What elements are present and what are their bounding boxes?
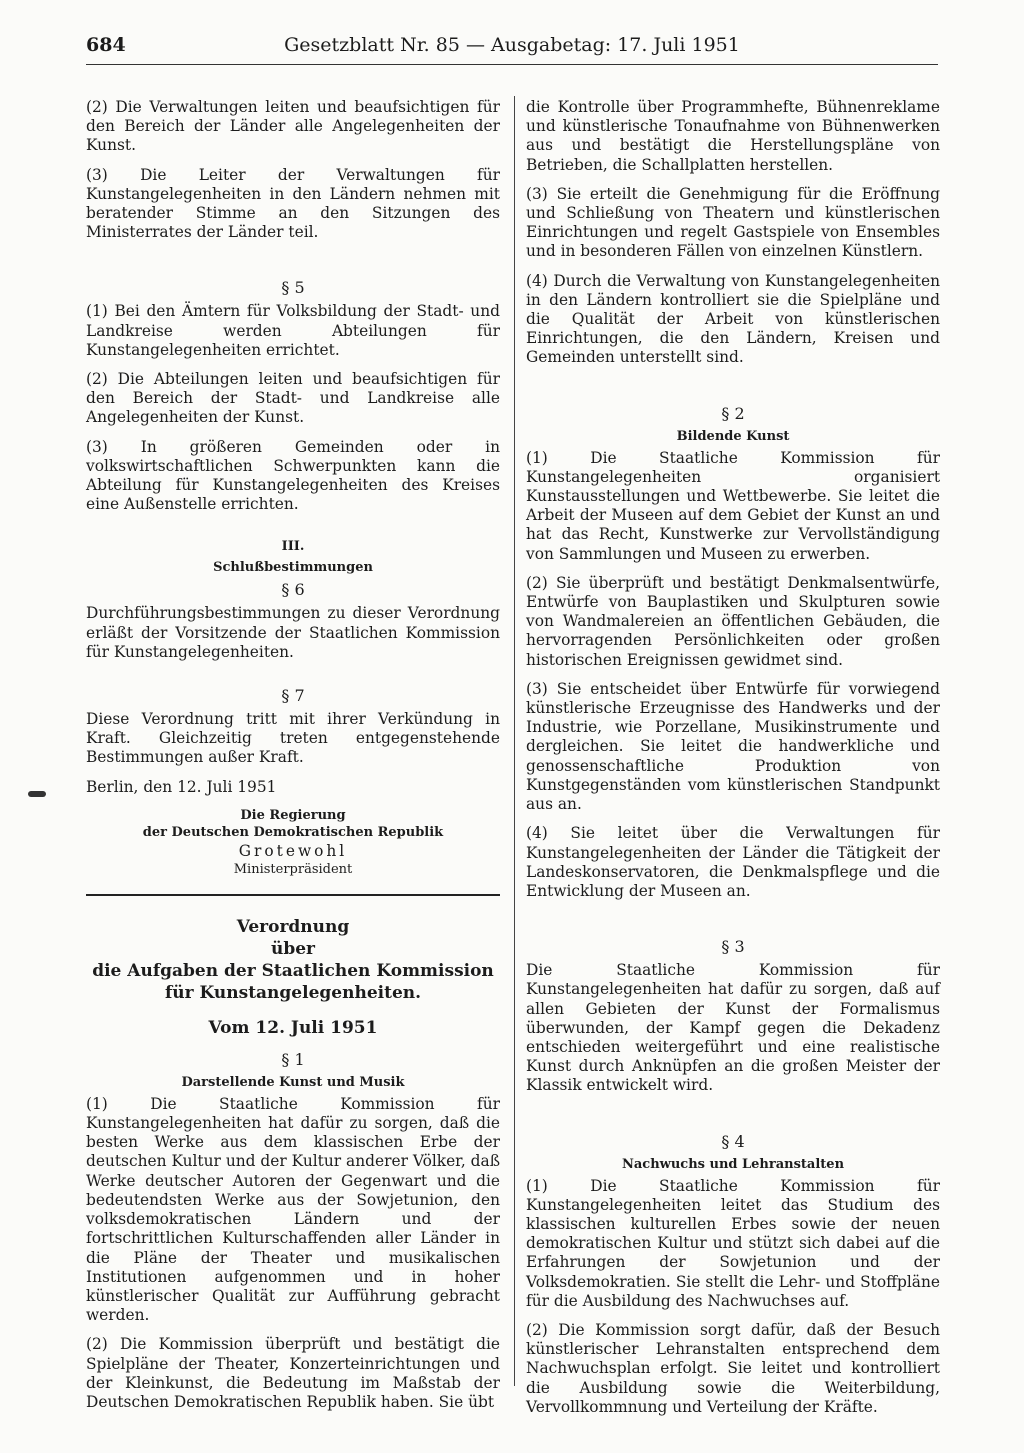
paragraph: (4) Sie leitet über die Verwaltungen für Kunstangelegenheiten der Länder die Tätigkeit der Landeskonservatoren, die Denkmalspflege und die Entwicklung der Museen an.: [526, 824, 940, 900]
paragraph: (1) Die Staatliche Kommission für Kunstangelegenheiten hat dafür zu sorgen, daß die besten Werke aus dem klassischen Erbe der deutschen Kultur und der Kultur anderer Völker, daß Werke deutscher Autoren der Gegenwart und die bedeutendsten Werke aus der Sowjetunion, den volksdemokratischen Ländern und der fortschrittlichen Kulturschaffenden aller Länder in die Pläne der Theater und musikalischen Institutionen aufgenommen und in hoher künstlerischer Qualität zur Aufführung gebracht werden.: [86, 1094, 500, 1325]
paragraph: (2) Die Abteilungen leiten und beaufsichtigen für den Bereich der Stadt- und Landkreise alle Angelegenheiten der Kunst.: [86, 370, 500, 427]
section-subheading: Bildende Kunst: [676, 428, 790, 444]
section-heading: § 3: [721, 937, 745, 957]
page-header: [86, 34, 938, 64]
running-title: Gesetzblatt Nr. 85 — Ausgabetag: 17. Juli 1951: [284, 34, 740, 56]
section-heading: § 1: [281, 1049, 305, 1069]
section-heading: § 5: [281, 278, 305, 298]
paragraph: Diese Verordnung tritt mit ihrer Verkündung in Kraft. Gleichzeitig treten entgegenstehende Bestimmungen außer Kraft.: [86, 710, 500, 767]
paragraph: (3) In größeren Gemeinden oder in volkswirtschaftlichen Schwerpunkten kann die Abteilung für Kunstangelegenheiten des Kreises eine Außenstelle errichten.: [86, 437, 500, 514]
paragraph: (1) Bei den Ämtern für Volksbildung der Stadt- und Landkreise werden Abteilungen für Kunstangelegenheiten errichtet.: [86, 302, 500, 359]
section-subheading: Nachwuchs und Lehranstalten: [621, 1156, 845, 1172]
signatory-body: Die Regierung: [240, 807, 346, 823]
column-divider: [514, 96, 515, 1386]
signatory-name: Grotewohl: [238, 841, 348, 860]
paragraph: Die Staatliche Kommission für Kunstangelegenheiten hat dafür zu sorgen, daß auf allen Gebieten der Kunst der Formalismus überwunden, der Kampf gegen die Dekadenz entschieden weitergeführt und eine realistische Kunst durch Anknüpfen an die großen Meister der Klassik entwickelt wird.: [526, 961, 940, 1095]
section-heading: § 2: [721, 403, 745, 423]
paragraph: (4) Durch die Verwaltung von Kunstangelegenheiten in den Ländern kontrolliert sie die Spielpläne und die Qualität der Arbeit von künstlerischen Einrichtungen, die den Ländern, Kreisen und Gemeinden unterstellt sind.: [526, 271, 940, 367]
paragraph: (2) Sie überprüft und bestätigt Denkmalsentwürfe, Entwürfe von Bauplastiken und Skulpturen sowie von Wandmalereien an öffentlichen Gebäuden, die hervorragenden Persönlichkeiten oder großen historischen Ereignissen gewidmet sind.: [526, 573, 940, 669]
paragraph: Durchführungsbestimmungen zu dieser Verordnung erläßt der Vorsitzende der Staatlichen Kommission für Kunstangelegenheiten.: [86, 604, 500, 661]
part-subheading: Schlußbestimmungen: [213, 560, 373, 576]
paragraph: (2) Die Kommission überprüft und bestätigt die Spielpläne der Theater, Konzerteinrichtungen und der Kleinkunst, die Bedeutung im Maßstab der Deutschen Demokratischen Republik haben. Sie übt: [86, 1335, 500, 1411]
signatory-role: Ministerpräsident: [233, 861, 353, 877]
ordinance-title: Verordnung: [236, 916, 350, 937]
place-date: Berlin, den 12. Juli 1951: [86, 777, 277, 796]
ordinance-title: über: [270, 938, 316, 959]
signatory-body: der Deutschen Demokratischen Republik: [142, 824, 444, 840]
page-number: 684: [86, 34, 126, 56]
section-heading: § 6: [281, 580, 305, 600]
paragraph: (3) Sie erteilt die Genehmigung für die Eröffnung und Schließung von Theatern und künstlerischen Einrichtungen und regelt Gastspiele von Ensembles und in besonderen Fällen von einzelnen Künstlern.: [526, 184, 940, 261]
margin-mark: [28, 791, 46, 797]
paragraph: (1) Die Staatliche Kommission für Kunstangelegenheiten organisiert Kunstausstellungen und Wettbewerbe. Sie leitet die Arbeit der Museen auf dem Gebiet der Kunst an und hat das Recht, Kunstwerke zur Vervollständigung von Sammlungen und Museen zu erwerben.: [526, 448, 940, 563]
ordinance-title: für Kunstangelegenheiten.: [164, 982, 422, 1003]
paragraph: (3) Sie entscheidet über Entwürfe für vorwiegend künstlerische Erzeugnisse des Handwerks und der Industrie, wie Porzellane, Musikinstrumente und dergleichen. Sie leitet die handwerkliche und genossenschaftliche Produktion von Kunstgegenständen vom künstlerischen Standpunkt aus an.: [526, 679, 940, 814]
section-heading: § 4: [721, 1131, 745, 1151]
paragraph: die Kontrolle über Programmhefte, Bühnenreklame und künstlerische Tonaufnahme von Bühnenwerken aus und bestätigt die Herstellungspläne von Betrieben, die Schallplatten herstellen.: [526, 98, 940, 174]
part-heading: III.: [281, 539, 305, 555]
paragraph: (3) Die Leiter der Verwaltungen für Kunstangelegenheiten in den Ländern nehmen mit beratender Stimme an den Sitzungen des Ministerrates der Länder teil.: [86, 165, 500, 242]
section-subheading: Darstellende Kunst und Musik: [181, 1074, 405, 1090]
section-heading: § 7: [281, 686, 305, 706]
paragraph: (2) Die Kommission sorgt dafür, daß der Besuch künstlerischer Lehranstalten entsprechend dem Nachwuchsplan erfolgt. Sie leitet und kontrolliert die Ausbildung sowie die Weiterbildung, Vervollkommnung und Verteilung der Kräfte.: [526, 1320, 940, 1416]
paragraph: (2) Die Verwaltungen leiten und beaufsichtigen für den Bereich der Länder alle Angelegenheiten der Kunst.: [86, 98, 500, 155]
right-column: [526, 98, 940, 1427]
paragraph: (1) Die Staatliche Kommission für Kunstangelegenheiten leitet das Studium des klassischen kulturellen Erbes sowie der neuen demokratischen Kultur und stützt sich dabei auf die Erfahrungen der Sowjetunion und der Volksdemokratien. Sie stellt die Lehr- und Stoffpläne für die Ausbildung des Nachwuchses auf.: [526, 1176, 940, 1310]
left-column: [86, 98, 500, 1422]
ordinance-date: Vom 12. Juli 1951: [208, 1017, 378, 1038]
header-rule: [86, 64, 938, 65]
ordinance-title: die Aufgaben der Staatlichen Kommission: [92, 960, 494, 981]
separator-rule: [86, 894, 500, 896]
